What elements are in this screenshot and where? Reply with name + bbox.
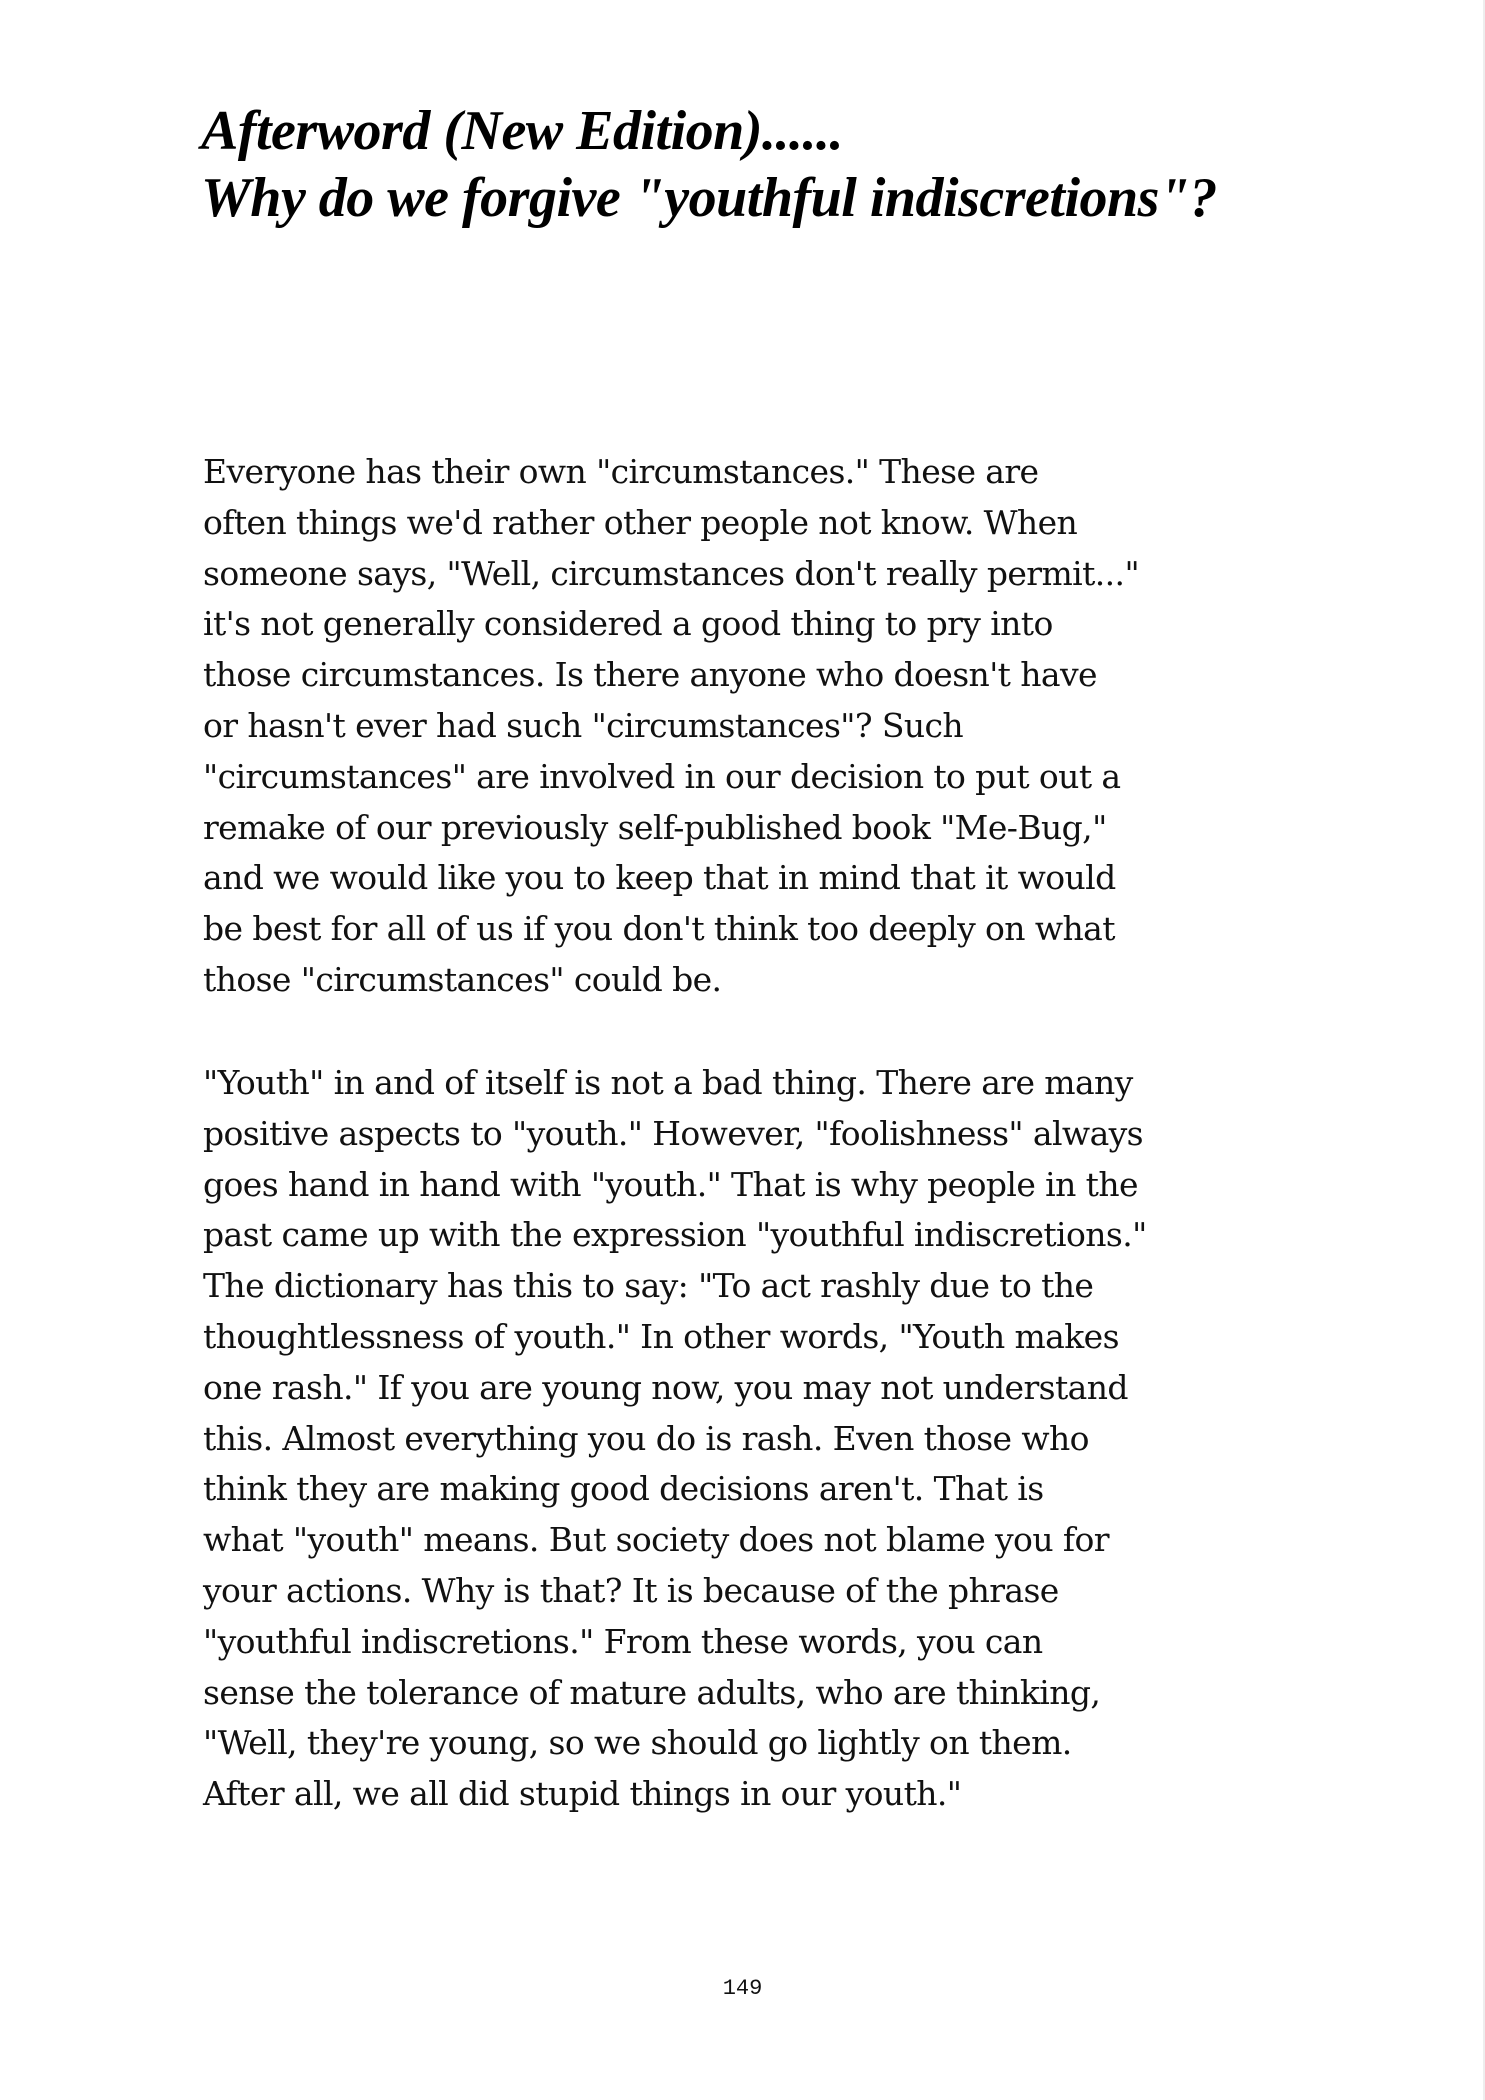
text-line: often things we'd rather other people not know. When [203, 502, 1078, 542]
text-line: those "circumstances" could be. [203, 959, 722, 999]
text-line: "youthful indiscretions." From these words, you can [203, 1621, 1043, 1661]
text-line: Everyone has their own "circumstances." These are [203, 452, 1039, 491]
text-line: what "youth" means. But society does not blame you for [203, 1520, 1109, 1560]
text-line: remake of our previously self-published book "Me-Bug," [203, 807, 1107, 847]
text-line: The dictionary has this to say: "To act rashly due to the [203, 1266, 1094, 1306]
text-line: goes hand in hand with "youth." That is why people in the [203, 1164, 1138, 1204]
text-line: this. Almost everything you do is rash. Even those who [203, 1418, 1089, 1458]
page-title [201, 98, 1217, 232]
text-line: thoughtlessness of youth." In other words, "Youth makes [203, 1316, 1119, 1356]
title-line-2: Why do we forgive "youthful indiscretions"? [201, 167, 1218, 229]
page-number: 149 [722, 1976, 763, 2001]
text-line: or hasn't ever had such "circumstances"? Such [203, 705, 964, 745]
text-line: one rash." If you are young now, you may not understand [203, 1367, 1128, 1407]
text-line: After all, we all did stupid things in our youth." [203, 1774, 962, 1814]
text-line: "Well, they're young, so we should go lightly on them. [203, 1723, 1072, 1763]
text-line: someone says, "Well, circumstances don't really permit..." [203, 553, 1140, 593]
text-line: sense the tolerance of mature adults, who are thinking, [203, 1672, 1101, 1712]
text-line: be best for all of us if you don't think too deeply on what [203, 909, 1115, 949]
text-line: your actions. Why is that? It is because of the phrase [203, 1570, 1059, 1610]
text-line: "circumstances" are involved in our decision to put out a [203, 756, 1121, 796]
paragraph-1 [203, 447, 1139, 1006]
paragraph-2 [203, 1058, 1147, 1820]
text-line: those circumstances. Is there anyone who doesn't have [203, 655, 1097, 695]
text-line: positive aspects to "youth." However, "foolishness" always [203, 1113, 1144, 1153]
title-line-1: Afterword (New Edition)...... [201, 100, 843, 162]
text-line: and we would like you to keep that in mind that it would [203, 858, 1116, 898]
text-line: it's not generally considered a good thing to pry into [203, 604, 1053, 644]
text-line: think they are making good decisions aren't. That is [203, 1469, 1044, 1509]
text-line: "Youth" in and of itself is not a bad thing. There are many [203, 1063, 1133, 1102]
text-line: past came up with the expression "youthful indiscretions." [203, 1215, 1147, 1255]
